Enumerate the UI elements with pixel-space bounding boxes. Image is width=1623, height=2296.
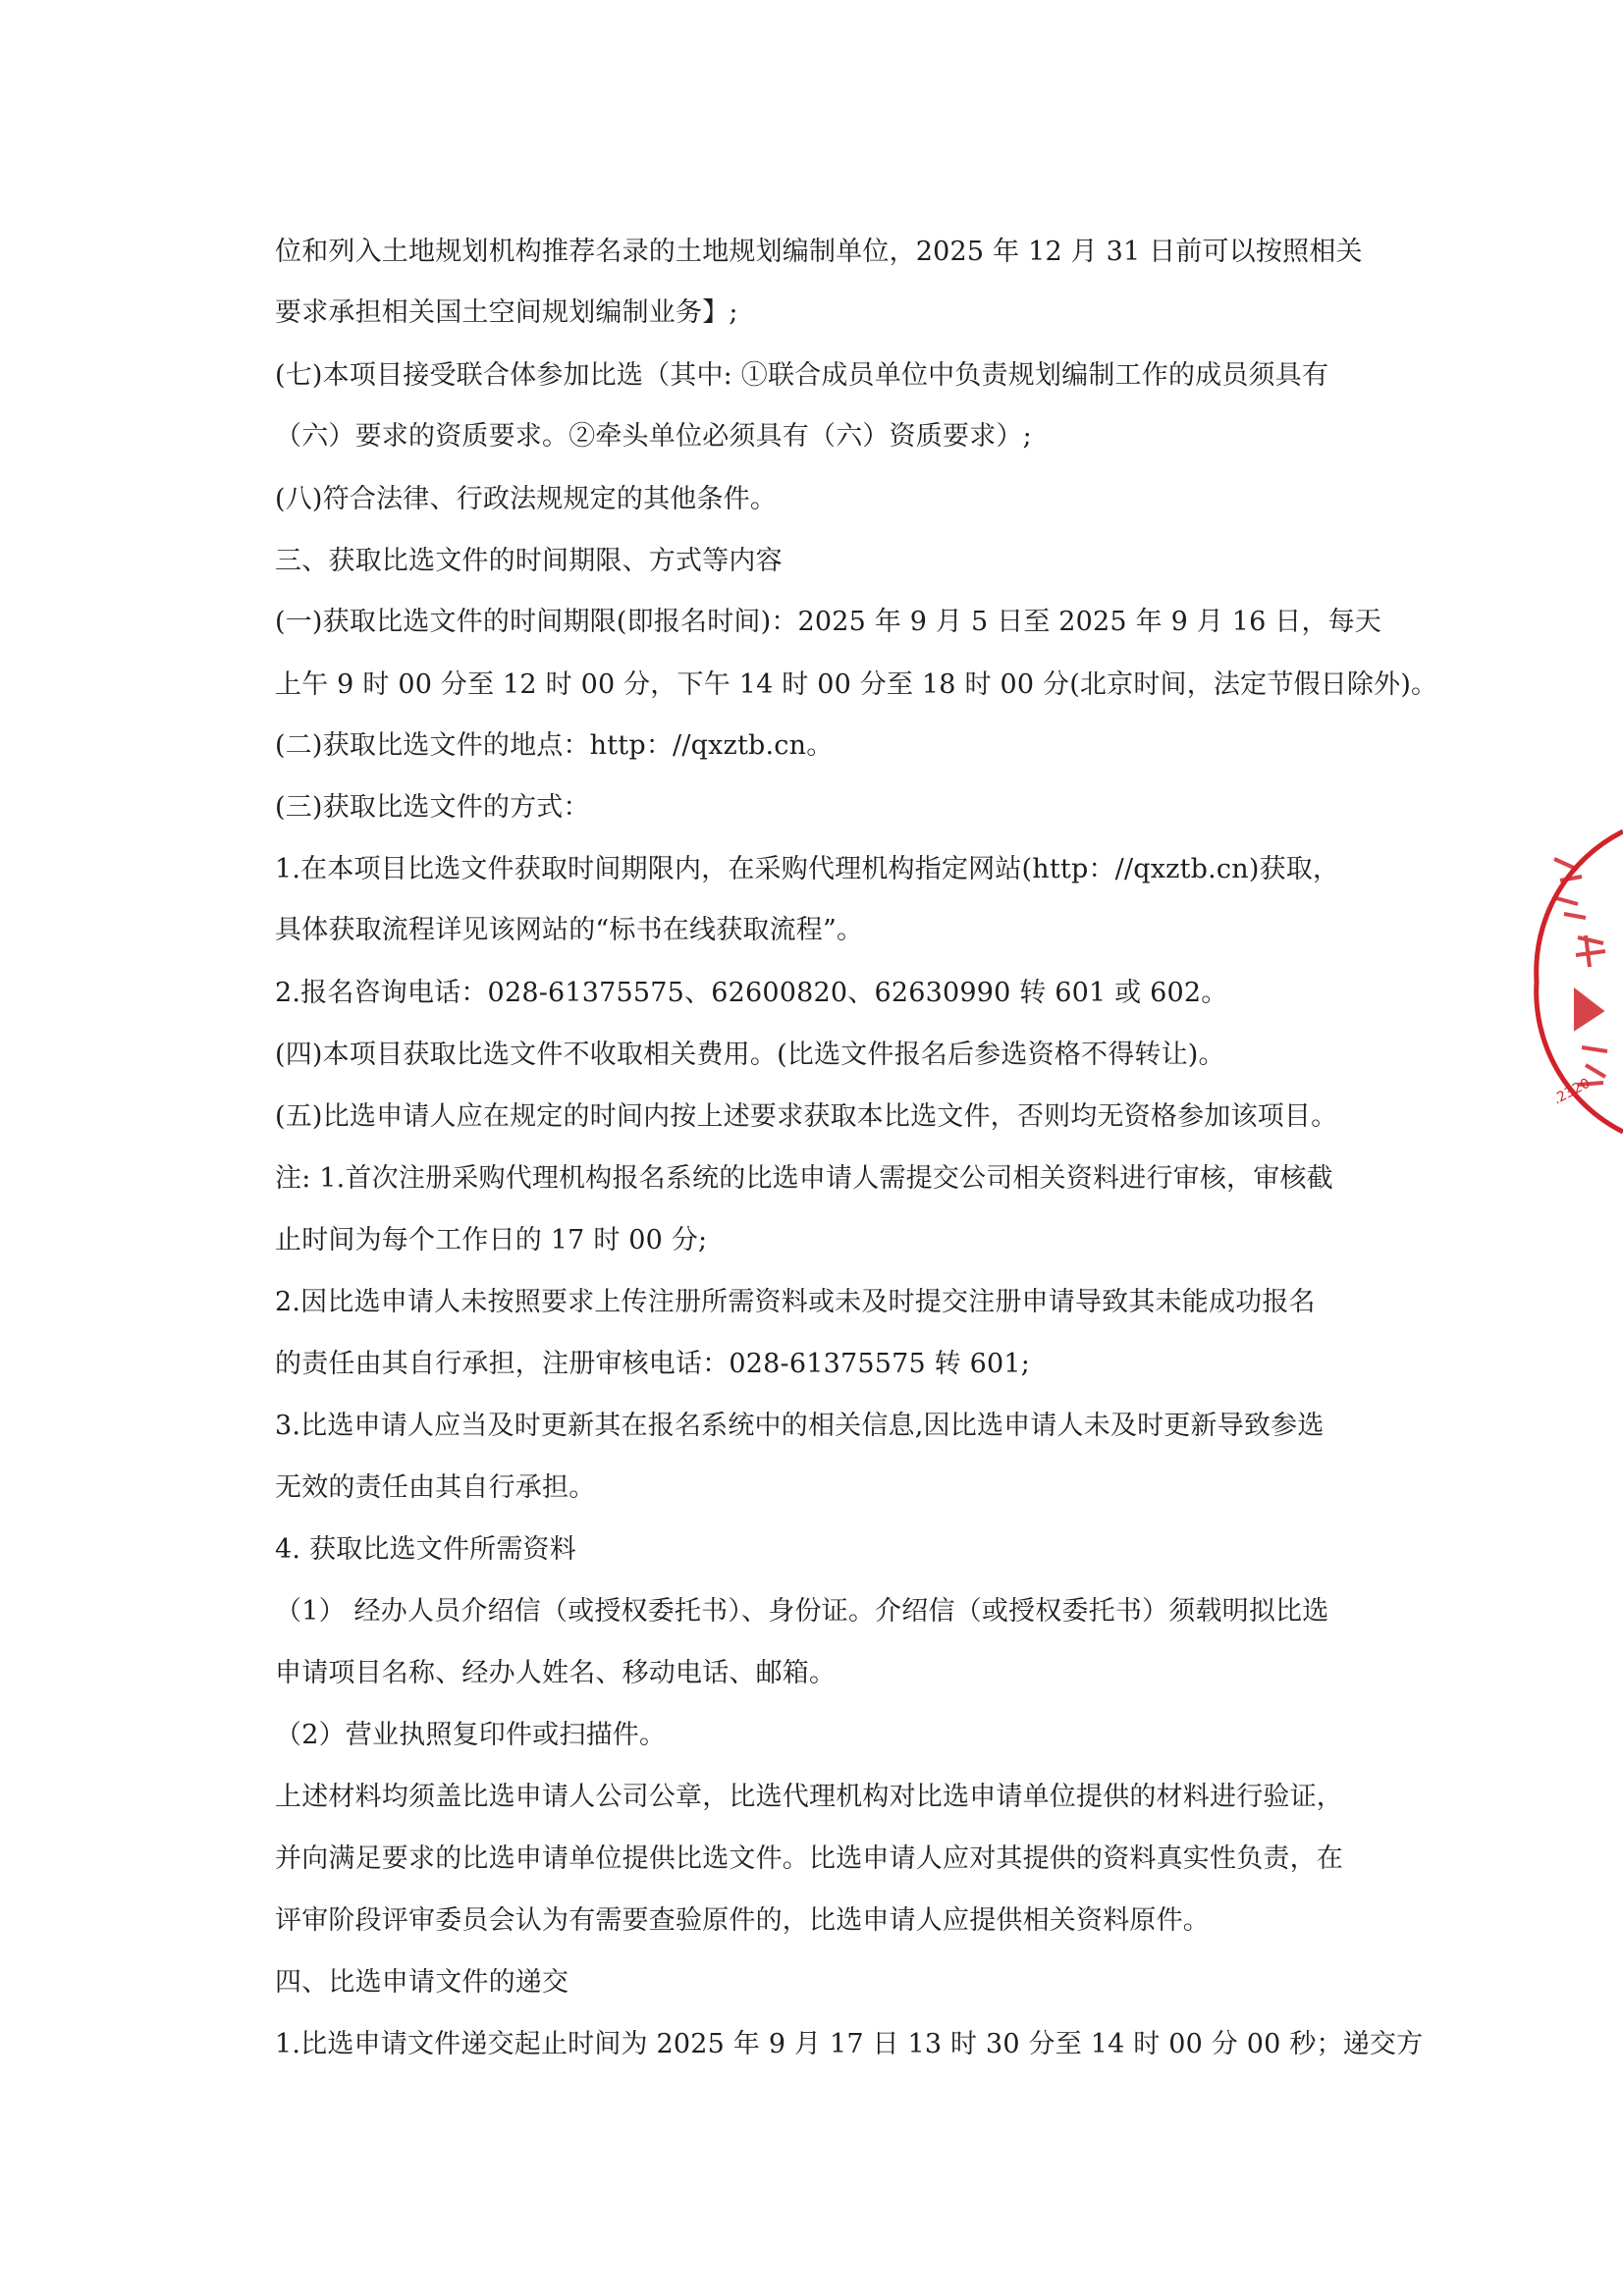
text-line: (四)本项目获取比选文件不收取相关费用。(比选文件报名后参选资格不得转让)。: [275, 1040, 1225, 1070]
text-line: （六）要求的资质要求。②牵头单位必须具有（六）资质要求）;: [275, 421, 1032, 452]
section-heading: 三、获取比选文件的时间期限、方式等内容: [275, 546, 783, 576]
text-line: (一)获取比选文件的时间期限(即报名时间)：2025 年 9 月 5 日至 2025 年 9 月 16 日，每天: [275, 607, 1382, 637]
text-line: 1.比选申请文件递交起止时间为 2025 年 9 月 17 日 13 时 30 分至 14 时 00 分 00 秒；递交方: [275, 2029, 1424, 2059]
section-heading: 四、比选申请文件的递交: [275, 1967, 569, 1998]
text-line: (五)比选申请人应在规定的时间内按上述要求获取本比选文件，否则均无资格参加该项目。: [275, 1101, 1338, 1132]
svg-text:.2320: .2320: [1550, 1075, 1594, 1108]
company-seal-stamp: [1517, 820, 1623, 1144]
text-line: （2）营业执照复印件或扫描件。: [275, 1720, 667, 1750]
text-line: 的责任由其自行承担，注册审核电话：028-61375575 转 601;: [275, 1349, 1031, 1379]
text-line: 止时间为每个工作日的 17 时 00 分;: [275, 1225, 708, 1255]
text-line: (八)符合法律、行政法规规定的其他条件。: [275, 484, 778, 514]
text-line: 1.在本项目比选文件获取时间期限内，在采购代理机构指定网站(http：//qxztb.cn)获取，: [275, 854, 1340, 884]
text-line: 评审阶段评审委员会认为有需要查验原件的，比选申请人应提供相关资料原件。: [275, 1905, 1210, 1936]
text-line: 2.报名咨询电话：028-61375575、62600820、62630990 转 601 或 602。: [275, 978, 1228, 1008]
text-line: 具体获取流程详见该网站的“标书在线获取流程”。: [275, 915, 864, 945]
text-line: (三)获取比选文件的方式：: [275, 792, 590, 823]
text-line: 要求承担相关国土空间规划编制业务】;: [275, 297, 738, 328]
text-line: 位和列入土地规划机构推荐名录的土地规划编制单位，2025 年 12 月 31 日前可以按照相关: [275, 237, 1363, 267]
text-line: (二)获取比选文件的地点：http：//qxztb.cn。: [275, 730, 834, 761]
text-line: 申请项目名称、经办人姓名、移动电话、邮箱。: [275, 1658, 837, 1688]
text-line: 注: 1.首次注册采购代理机构报名系统的比选申请人需提交公司相关资料进行审核，审核截: [275, 1163, 1333, 1194]
text-line: 4. 获取比选文件所需资料: [275, 1534, 576, 1565]
text-line: 无效的责任由其自行承担。: [275, 1472, 596, 1503]
text-line: (七)本项目接受联合体参加比选（其中: ①联合成员单位中负责规划编制工作的成员须具有: [275, 360, 1329, 391]
text-line: 2.因比选申请人未按照要求上传注册所需资料或未及时提交注册申请导致其未能成功报名: [275, 1287, 1316, 1317]
text-line: 并向满足要求的比选申请单位提供比选文件。比选申请人应对其提供的资料真实性负责，在: [275, 1843, 1343, 1874]
text-line: 上述材料均须盖比选申请人公司公章，比选代理机构对比选申请单位提供的材料进行验证，: [275, 1782, 1343, 1812]
text-line: 3.比选申请人应当及时更新其在报名系统中的相关信息,因比选申请人未及时更新导致参选: [275, 1411, 1325, 1441]
text-line: 上午 9 时 00 分至 12 时 00 分，下午 14 时 00 分至 18 时 00 分(北京时间，法定节假日除外)。: [275, 669, 1438, 700]
text-line: （1） 经办人员介绍信（或授权委托书）、身份证。介绍信（或授权委托书）须载明拟比选: [275, 1596, 1329, 1627]
